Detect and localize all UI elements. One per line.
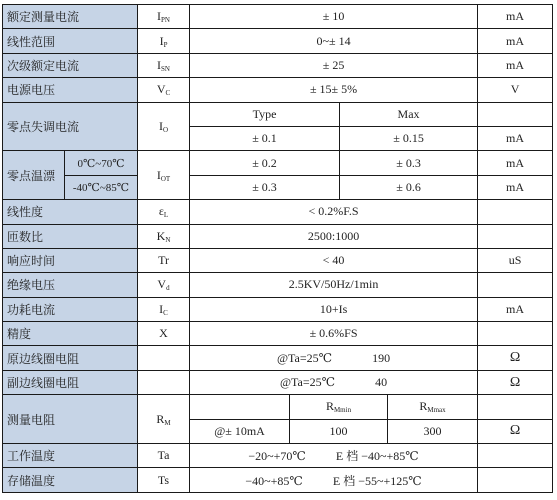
- param-symbol: $I_{OT}$: [138, 151, 190, 200]
- param-value: 10+Is: [190, 297, 478, 321]
- param-symbol: Ta: [138, 444, 190, 468]
- param-name: 原边线圈电阻: [3, 346, 138, 370]
- row-primary-resistance: [3, 346, 553, 370]
- param-symbol: [138, 346, 190, 370]
- empty-cell: [478, 468, 553, 492]
- empty-cell: [478, 444, 553, 468]
- empty-cell: [478, 224, 553, 248]
- param-unit: uS: [478, 248, 553, 272]
- row-accuracy: [3, 322, 553, 346]
- row-response-time: [3, 248, 553, 272]
- temp-range-e-grade: E 档 −40~+85℃: [335, 449, 419, 464]
- param-symbol: Ts: [138, 468, 190, 492]
- min-value: 100: [290, 419, 388, 443]
- test-condition: @Ta=25℃: [280, 375, 336, 390]
- row-turns-ratio: [3, 224, 553, 248]
- param-value: 0~± 14: [190, 29, 478, 53]
- param-unit: mA: [478, 151, 553, 175]
- test-condition: @Ta=25℃: [277, 350, 333, 365]
- column-header-max: Max: [340, 102, 478, 126]
- param-name: 响应时间: [3, 248, 138, 272]
- param-unit: mA: [478, 175, 553, 199]
- param-unit: Ω: [478, 419, 553, 443]
- row-rated-current: [3, 5, 553, 29]
- row-measure-resistance-header: [3, 395, 553, 419]
- column-header-rmax: $R_{Mmax}$: [388, 395, 478, 419]
- param-value: ± 10: [190, 5, 478, 29]
- column-header-type: Type: [190, 102, 340, 126]
- param-unit: V: [478, 78, 553, 102]
- empty-cell: [190, 395, 290, 419]
- temp-range-standard: −20~+70℃: [248, 449, 306, 464]
- param-symbol: $I_{PN}$: [138, 5, 190, 29]
- param-value: [190, 444, 478, 468]
- param-symbol: $K_N$: [138, 224, 190, 248]
- empty-cell: [478, 200, 553, 224]
- param-value: < 0.2%F.S: [190, 200, 478, 224]
- param-name: 存储温度: [3, 468, 138, 492]
- param-value: 2.5KV/50Hz/1min: [190, 273, 478, 297]
- resistance-value: 190: [372, 350, 391, 365]
- param-value: ± 15± 5%: [190, 78, 478, 102]
- param-unit: mA: [478, 53, 553, 77]
- param-name: 线性范围: [3, 29, 138, 53]
- row-operating-temp: [3, 444, 553, 468]
- param-name: 测量电阻: [3, 395, 138, 444]
- row-zero-offset-header: [3, 102, 553, 126]
- param-symbol: X: [138, 322, 190, 346]
- param-symbol: $\varepsilon_L$: [138, 200, 190, 224]
- row-insulation-voltage: [3, 273, 553, 297]
- param-value: [190, 346, 478, 370]
- param-name: 电源电压: [3, 78, 138, 102]
- row-zero-drift-2: [3, 175, 553, 199]
- param-unit: Ω: [478, 346, 553, 370]
- param-value: ± 0.6%FS: [190, 322, 478, 346]
- param-name: 副边线圈电阻: [3, 370, 138, 394]
- temp-range-e-grade: E 档 −55~+125℃: [332, 473, 422, 488]
- row-power-current: [3, 297, 553, 321]
- param-symbol: [138, 370, 190, 394]
- row-zero-drift-1: [3, 151, 553, 175]
- param-value: ± 25: [190, 53, 478, 77]
- param-symbol: $R_M$: [138, 395, 190, 444]
- resistance-value: 40: [375, 375, 388, 390]
- row-linearity: [3, 200, 553, 224]
- param-name: 绝缘电压: [3, 273, 138, 297]
- param-symbol: $I_O$: [138, 102, 190, 151]
- param-unit: mA: [478, 5, 553, 29]
- type-value: ± 0.3: [190, 175, 340, 199]
- max-value: ± 0.3: [340, 151, 478, 175]
- type-value: ± 0.1: [190, 126, 340, 150]
- param-name: 次级额定电流: [3, 53, 138, 77]
- param-name: 匝数比: [3, 224, 138, 248]
- type-value: ± 0.2: [190, 151, 340, 175]
- max-value: ± 0.15: [340, 126, 478, 150]
- param-unit: mA: [478, 126, 553, 150]
- param-name: 额定测量电流: [3, 5, 138, 29]
- temp-range: -40℃~85℃: [65, 175, 138, 199]
- max-value: 300: [388, 419, 478, 443]
- row-secondary-current: [3, 53, 553, 77]
- param-name: 功耗电流: [3, 297, 138, 321]
- param-unit: mA: [478, 29, 553, 53]
- empty-cell: [478, 395, 553, 419]
- row-secondary-resistance: [3, 370, 553, 394]
- temp-range-standard: −40~+85℃: [245, 473, 303, 488]
- param-value: [190, 468, 478, 492]
- param-value: [190, 370, 478, 394]
- param-symbol: $I_P$: [138, 29, 190, 53]
- max-value: ± 0.6: [340, 175, 478, 199]
- empty-cell: [478, 273, 553, 297]
- param-symbol: $V_d$: [138, 273, 190, 297]
- param-value: < 40: [190, 248, 478, 272]
- param-name: 零点温漂: [3, 151, 65, 200]
- param-unit: Ω: [478, 370, 553, 394]
- row-supply-voltage: [3, 78, 553, 102]
- param-name: 零点失调电流: [3, 102, 138, 151]
- empty-cell: [478, 102, 553, 126]
- param-unit: mA: [478, 297, 553, 321]
- column-header-rmin: $R_{Mmin}$: [290, 395, 388, 419]
- empty-cell: [478, 322, 553, 346]
- param-value: 2500:1000: [190, 224, 478, 248]
- param-symbol: $V_C$: [138, 78, 190, 102]
- row-storage-temp: [3, 468, 553, 492]
- param-name: 精度: [3, 322, 138, 346]
- temp-range: 0℃~70℃: [65, 151, 138, 175]
- param-name: 线性度: [3, 200, 138, 224]
- param-name: 工作温度: [3, 444, 138, 468]
- row-linear-range: [3, 29, 553, 53]
- param-symbol: Tr: [138, 248, 190, 272]
- test-condition: @± 10mA: [190, 419, 290, 443]
- spec-table: [2, 4, 553, 493]
- param-symbol: $I_{SN}$: [138, 53, 190, 77]
- param-symbol: $I_C$: [138, 297, 190, 321]
